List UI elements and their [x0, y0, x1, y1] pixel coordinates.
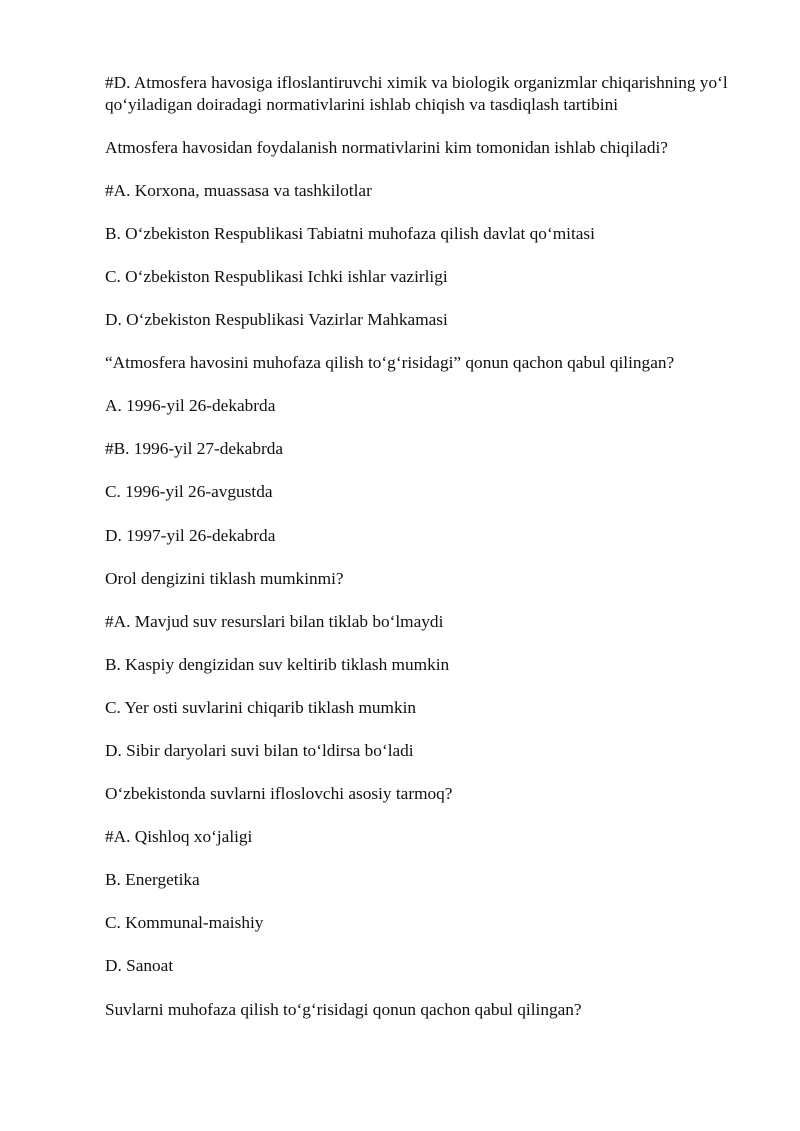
answer-option-b: B. Energetika: [105, 870, 200, 890]
answer-option-b: B. Kaspiy dengizidan suv keltirib tiklash mumkin: [105, 654, 450, 674]
question-text: “Atmosfera havosini muhofaza qilish to‘g‘risidagi” qonun qachon qabul qilingan?: [105, 353, 675, 373]
answer-option-c: C. O‘zbekiston Respublikasi Ichki ishlar vazirligi: [105, 266, 448, 286]
answer-option-d: D. Sanoat: [105, 956, 174, 976]
question-text: O‘zbekistonda suvlarni ifloslovchi asosiy tarmoq?: [105, 784, 453, 804]
answer-option-d: D. 1997-yil 26-dekabrda: [105, 525, 276, 545]
answer-option-c: C. Yer osti suvlarini chiqarib tiklash mumkin: [105, 697, 417, 717]
question-text: Atmosfera havosidan foydalanish normativlarini kim tomonidan ishlab chiqiladi?: [105, 137, 668, 157]
answer-option-a-correct: #A. Korxona, muassasa va tashkilotlar: [105, 180, 372, 200]
answer-option-a: A. 1996-yil 26-dekabrda: [105, 396, 276, 416]
answer-option-b: B. O‘zbekiston Respublikasi Tabiatni muhofaza qilish davlat qo‘mitasi: [105, 223, 595, 243]
answer-option-c: C. Kommunal-maishiy: [105, 913, 264, 933]
answer-option-b-correct: #B. 1996-yil 27-dekabrda: [105, 439, 284, 459]
question-text: Orol dengizini tiklash mumkinmi?: [105, 568, 344, 588]
document-page: [105, 72, 755, 1042]
answer-option-d-correct: #D. Atmosfera havosiga ifloslantiruvchi ximik va biologik organizmlar chiqarishning yo‘l qo‘yiladigan doiradagi normativlarini ishlab chiqish va tasdiqlash tartibini: [105, 73, 732, 114]
answer-option-d: D. O‘zbekiston Respublikasi Vazirlar Mahkamasi: [105, 310, 448, 330]
answer-option-a-correct: #A. Mavjud suv resurslari bilan tiklab bo‘lmaydi: [105, 611, 444, 631]
answer-option-d: D. Sibir daryolari suvi bilan to‘ldirsa bo‘ladi: [105, 741, 414, 760]
answer-option-a-correct: #A. Qishloq xo‘jaligi: [105, 827, 253, 847]
question-text: Suvlarni muhofaza qilish to‘g‘risidagi qonun qachon qabul qilingan?: [105, 999, 582, 1019]
answer-option-c: C. 1996-yil 26-avgustda: [105, 482, 273, 502]
